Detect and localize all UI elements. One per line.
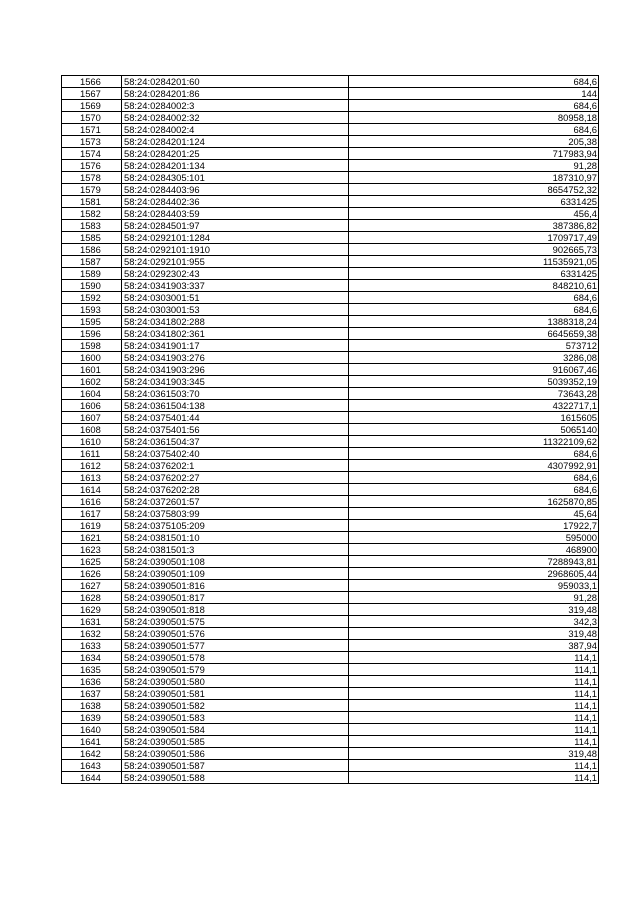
table-row: [62, 124, 599, 136]
row-number-cell: 1643: [62, 760, 122, 772]
row-number-cell: 1612: [62, 460, 122, 472]
cadastral-number-cell: 58:24:0390501:583: [122, 712, 349, 724]
row-number-cell: 1629: [62, 604, 122, 616]
cadastral-number-cell: 58:24:0376202:1: [122, 460, 349, 472]
value-cell: 848210,61: [349, 280, 599, 292]
cadastral-number-cell: 58:24:0390501:577: [122, 640, 349, 652]
value-cell: 2968605,44: [349, 568, 599, 580]
row-number-cell: 1635: [62, 664, 122, 676]
row-number-cell: 1570: [62, 112, 122, 124]
value-cell: 45,64: [349, 508, 599, 520]
table-row: [62, 388, 599, 400]
value-cell: 8654752,32: [349, 184, 599, 196]
value-cell: 91,28: [349, 160, 599, 172]
table-row: [62, 700, 599, 712]
cadastral-number-cell: 58:24:0390501:588: [122, 772, 349, 784]
cadastral-number-cell: 58:24:0292101:955: [122, 256, 349, 268]
table-row: [62, 280, 599, 292]
row-number-cell: 1571: [62, 124, 122, 136]
table-row: [62, 508, 599, 520]
row-number-cell: 1616: [62, 496, 122, 508]
cadastral-number-cell: 58:24:0284201:134: [122, 160, 349, 172]
table-row: [62, 412, 599, 424]
row-number-cell: 1632: [62, 628, 122, 640]
cadastral-number-cell: 58:24:0376202:28: [122, 484, 349, 496]
value-cell: 91,28: [349, 592, 599, 604]
cadastral-number-cell: 58:24:0341903:296: [122, 364, 349, 376]
value-cell: 468900: [349, 544, 599, 556]
value-cell: 902665,73: [349, 244, 599, 256]
cadastral-number-cell: 58:24:0341903:276: [122, 352, 349, 364]
row-number-cell: 1617: [62, 508, 122, 520]
row-number-cell: 1621: [62, 532, 122, 544]
table-row: [62, 484, 599, 496]
row-number-cell: 1578: [62, 172, 122, 184]
cadastral-value-table: [61, 75, 599, 784]
cadastral-number-cell: 58:24:0292101:1284: [122, 232, 349, 244]
cadastral-number-cell: 58:24:0341903:345: [122, 376, 349, 388]
row-number-cell: 1590: [62, 280, 122, 292]
table-row: [62, 592, 599, 604]
table-row: [62, 724, 599, 736]
row-number-cell: 1627: [62, 580, 122, 592]
cadastral-number-cell: 58:24:0390501:587: [122, 760, 349, 772]
cadastral-number-cell: 58:24:0341802:361: [122, 328, 349, 340]
table-row: [62, 712, 599, 724]
value-cell: 684,6: [349, 76, 599, 88]
cadastral-number-cell: 58:24:0390501:578: [122, 652, 349, 664]
table-row: [62, 304, 599, 316]
table-row: [62, 172, 599, 184]
table-row: [62, 760, 599, 772]
cadastral-number-cell: 58:24:0284501:97: [122, 220, 349, 232]
table-row: [62, 460, 599, 472]
row-number-cell: 1569: [62, 100, 122, 112]
value-cell: 7288943,81: [349, 556, 599, 568]
value-cell: 6331425: [349, 268, 599, 280]
table-row: [62, 160, 599, 172]
table-row: [62, 196, 599, 208]
row-number-cell: 1576: [62, 160, 122, 172]
table-row: [62, 556, 599, 568]
row-number-cell: 1601: [62, 364, 122, 376]
cadastral-number-cell: 58:24:0390501:576: [122, 628, 349, 640]
row-number-cell: 1634: [62, 652, 122, 664]
table-row: [62, 436, 599, 448]
cadastral-number-cell: 58:24:0390501:108: [122, 556, 349, 568]
row-number-cell: 1593: [62, 304, 122, 316]
value-cell: 187310,97: [349, 172, 599, 184]
cadastral-number-cell: 58:24:0284403:59: [122, 208, 349, 220]
row-number-cell: 1585: [62, 232, 122, 244]
table-row: [62, 208, 599, 220]
cadastral-number-cell: 58:24:0284403:96: [122, 184, 349, 196]
cadastral-number-cell: 58:24:0284201:86: [122, 88, 349, 100]
row-number-cell: 1608: [62, 424, 122, 436]
value-cell: 114,1: [349, 724, 599, 736]
row-number-cell: 1607: [62, 412, 122, 424]
cadastral-number-cell: 58:24:0341802:288: [122, 316, 349, 328]
cadastral-number-cell: 58:24:0341901:17: [122, 340, 349, 352]
row-number-cell: 1581: [62, 196, 122, 208]
cadastral-number-cell: 58:24:0375401:56: [122, 424, 349, 436]
table-row: [62, 640, 599, 652]
value-cell: 1709717,49: [349, 232, 599, 244]
table-row: [62, 148, 599, 160]
cadastral-number-cell: 58:24:0375803:99: [122, 508, 349, 520]
row-number-cell: 1573: [62, 136, 122, 148]
table-row: [62, 364, 599, 376]
value-cell: 5065140: [349, 424, 599, 436]
row-number-cell: 1639: [62, 712, 122, 724]
table-row: [62, 448, 599, 460]
cadastral-number-cell: 58:24:0390501:817: [122, 592, 349, 604]
value-cell: 684,6: [349, 100, 599, 112]
row-number-cell: 1633: [62, 640, 122, 652]
value-cell: 114,1: [349, 676, 599, 688]
value-cell: 916067,46: [349, 364, 599, 376]
value-cell: 319,48: [349, 628, 599, 640]
cadastral-number-cell: 58:24:0284201:60: [122, 76, 349, 88]
value-cell: 114,1: [349, 736, 599, 748]
row-number-cell: 1582: [62, 208, 122, 220]
row-number-cell: 1592: [62, 292, 122, 304]
table-row: [62, 220, 599, 232]
row-number-cell: 1631: [62, 616, 122, 628]
row-number-cell: 1613: [62, 472, 122, 484]
table-row: [62, 772, 599, 784]
table-row: [62, 184, 599, 196]
cadastral-number-cell: 58:24:0284002:32: [122, 112, 349, 124]
value-cell: 11535921,05: [349, 256, 599, 268]
value-cell: 342,3: [349, 616, 599, 628]
cadastral-number-cell: 58:24:0292302:43: [122, 268, 349, 280]
row-number-cell: 1587: [62, 256, 122, 268]
value-cell: 114,1: [349, 688, 599, 700]
row-number-cell: 1598: [62, 340, 122, 352]
cadastral-number-cell: 58:24:0284201:124: [122, 136, 349, 148]
table-row: [62, 232, 599, 244]
value-cell: 684,6: [349, 304, 599, 316]
cadastral-number-cell: 58:24:0390501:585: [122, 736, 349, 748]
cadastral-number-cell: 58:24:0376202:27: [122, 472, 349, 484]
value-cell: 387386,82: [349, 220, 599, 232]
value-cell: 114,1: [349, 652, 599, 664]
table-row: [62, 652, 599, 664]
row-number-cell: 1641: [62, 736, 122, 748]
value-cell: 114,1: [349, 700, 599, 712]
value-cell: 73643,28: [349, 388, 599, 400]
row-number-cell: 1638: [62, 700, 122, 712]
cadastral-number-cell: 58:24:0390501:582: [122, 700, 349, 712]
table-row: [62, 676, 599, 688]
row-number-cell: 1586: [62, 244, 122, 256]
cadastral-number-cell: 58:24:0284002:3: [122, 100, 349, 112]
value-cell: 1625870,85: [349, 496, 599, 508]
value-cell: 5039352,19: [349, 376, 599, 388]
cadastral-number-cell: 58:24:0361504:37: [122, 436, 349, 448]
row-number-cell: 1642: [62, 748, 122, 760]
table-row: [62, 424, 599, 436]
cadastral-number-cell: 58:24:0390501:581: [122, 688, 349, 700]
table-row: [62, 472, 599, 484]
value-cell: 1388318,24: [349, 316, 599, 328]
row-number-cell: 1579: [62, 184, 122, 196]
table-row: [62, 328, 599, 340]
value-cell: 4307992,91: [349, 460, 599, 472]
table-row: [62, 112, 599, 124]
row-number-cell: 1628: [62, 592, 122, 604]
value-cell: 6331425: [349, 196, 599, 208]
table-body: [62, 76, 599, 784]
row-number-cell: 1589: [62, 268, 122, 280]
table-row: [62, 76, 599, 88]
table-row: [62, 664, 599, 676]
cadastral-number-cell: 58:24:0303001:53: [122, 304, 349, 316]
value-cell: 684,6: [349, 292, 599, 304]
cadastral-number-cell: 58:24:0303001:51: [122, 292, 349, 304]
value-cell: 319,48: [349, 604, 599, 616]
value-cell: 11322109,62: [349, 436, 599, 448]
cadastral-number-cell: 58:24:0390501:580: [122, 676, 349, 688]
row-number-cell: 1600: [62, 352, 122, 364]
value-cell: 319,48: [349, 748, 599, 760]
row-number-cell: 1644: [62, 772, 122, 784]
row-number-cell: 1567: [62, 88, 122, 100]
row-number-cell: 1595: [62, 316, 122, 328]
cadastral-number-cell: 58:24:0361503:70: [122, 388, 349, 400]
value-cell: 114,1: [349, 712, 599, 724]
table-row: [62, 376, 599, 388]
table-row: [62, 748, 599, 760]
cadastral-number-cell: 58:24:0292101:1910: [122, 244, 349, 256]
row-number-cell: 1606: [62, 400, 122, 412]
value-cell: 717983,94: [349, 148, 599, 160]
table-row: [62, 688, 599, 700]
row-number-cell: 1637: [62, 688, 122, 700]
value-cell: 3286,08: [349, 352, 599, 364]
row-number-cell: 1640: [62, 724, 122, 736]
value-cell: 573712: [349, 340, 599, 352]
table-row: [62, 100, 599, 112]
row-number-cell: 1619: [62, 520, 122, 532]
cadastral-number-cell: 58:24:0390501:818: [122, 604, 349, 616]
cadastral-number-cell: 58:24:0390501:109: [122, 568, 349, 580]
table-row: [62, 604, 599, 616]
table-row: [62, 256, 599, 268]
cadastral-number-cell: 58:24:0375105:209: [122, 520, 349, 532]
cadastral-number-cell: 58:24:0284002:4: [122, 124, 349, 136]
table-row: [62, 628, 599, 640]
table-row: [62, 520, 599, 532]
row-number-cell: 1583: [62, 220, 122, 232]
row-number-cell: 1625: [62, 556, 122, 568]
cadastral-number-cell: 58:24:0390501:579: [122, 664, 349, 676]
cadastral-number-cell: 58:24:0390501:584: [122, 724, 349, 736]
table-row: [62, 532, 599, 544]
table-row: [62, 580, 599, 592]
table-row: [62, 88, 599, 100]
row-number-cell: 1566: [62, 76, 122, 88]
cadastral-number-cell: 58:24:0341903:337: [122, 280, 349, 292]
cadastral-number-cell: 58:24:0284402:36: [122, 196, 349, 208]
value-cell: 6645659,38: [349, 328, 599, 340]
value-cell: 456,4: [349, 208, 599, 220]
value-cell: 114,1: [349, 664, 599, 676]
row-number-cell: 1596: [62, 328, 122, 340]
table-row: [62, 400, 599, 412]
row-number-cell: 1614: [62, 484, 122, 496]
value-cell: 684,6: [349, 124, 599, 136]
value-cell: 1615605: [349, 412, 599, 424]
cadastral-number-cell: 58:24:0390501:586: [122, 748, 349, 760]
value-cell: 144: [349, 88, 599, 100]
row-number-cell: 1604: [62, 388, 122, 400]
value-cell: 684,6: [349, 484, 599, 496]
table-row: [62, 268, 599, 280]
value-cell: 114,1: [349, 760, 599, 772]
cadastral-number-cell: 58:24:0375401:44: [122, 412, 349, 424]
value-cell: 684,6: [349, 472, 599, 484]
table-row: [62, 544, 599, 556]
table-row: [62, 496, 599, 508]
value-cell: 114,1: [349, 772, 599, 784]
cadastral-number-cell: 58:24:0284305:101: [122, 172, 349, 184]
row-number-cell: 1623: [62, 544, 122, 556]
row-number-cell: 1610: [62, 436, 122, 448]
row-number-cell: 1636: [62, 676, 122, 688]
table-row: [62, 316, 599, 328]
cadastral-number-cell: 58:24:0361504:138: [122, 400, 349, 412]
value-cell: 959033,1: [349, 580, 599, 592]
table-row: [62, 568, 599, 580]
row-number-cell: 1602: [62, 376, 122, 388]
cadastral-number-cell: 58:24:0284201:25: [122, 148, 349, 160]
cadastral-number-cell: 58:24:0381501:3: [122, 544, 349, 556]
cadastral-number-cell: 58:24:0381501:10: [122, 532, 349, 544]
table-row: [62, 136, 599, 148]
row-number-cell: 1611: [62, 448, 122, 460]
table-row: [62, 616, 599, 628]
table-row: [62, 292, 599, 304]
table-row: [62, 244, 599, 256]
cadastral-number-cell: 58:24:0390501:575: [122, 616, 349, 628]
value-cell: 684,6: [349, 448, 599, 460]
value-cell: 595000: [349, 532, 599, 544]
table-row: [62, 352, 599, 364]
row-number-cell: 1626: [62, 568, 122, 580]
value-cell: 205,38: [349, 136, 599, 148]
table-row: [62, 340, 599, 352]
value-cell: 387,94: [349, 640, 599, 652]
cadastral-number-cell: 58:24:0375402:40: [122, 448, 349, 460]
value-cell: 4322717,1: [349, 400, 599, 412]
cadastral-number-cell: 58:24:0390501:816: [122, 580, 349, 592]
table-row: [62, 736, 599, 748]
cadastral-number-cell: 58:24:0372601:57: [122, 496, 349, 508]
value-cell: 80958,18: [349, 112, 599, 124]
row-number-cell: 1574: [62, 148, 122, 160]
value-cell: 17922,7: [349, 520, 599, 532]
